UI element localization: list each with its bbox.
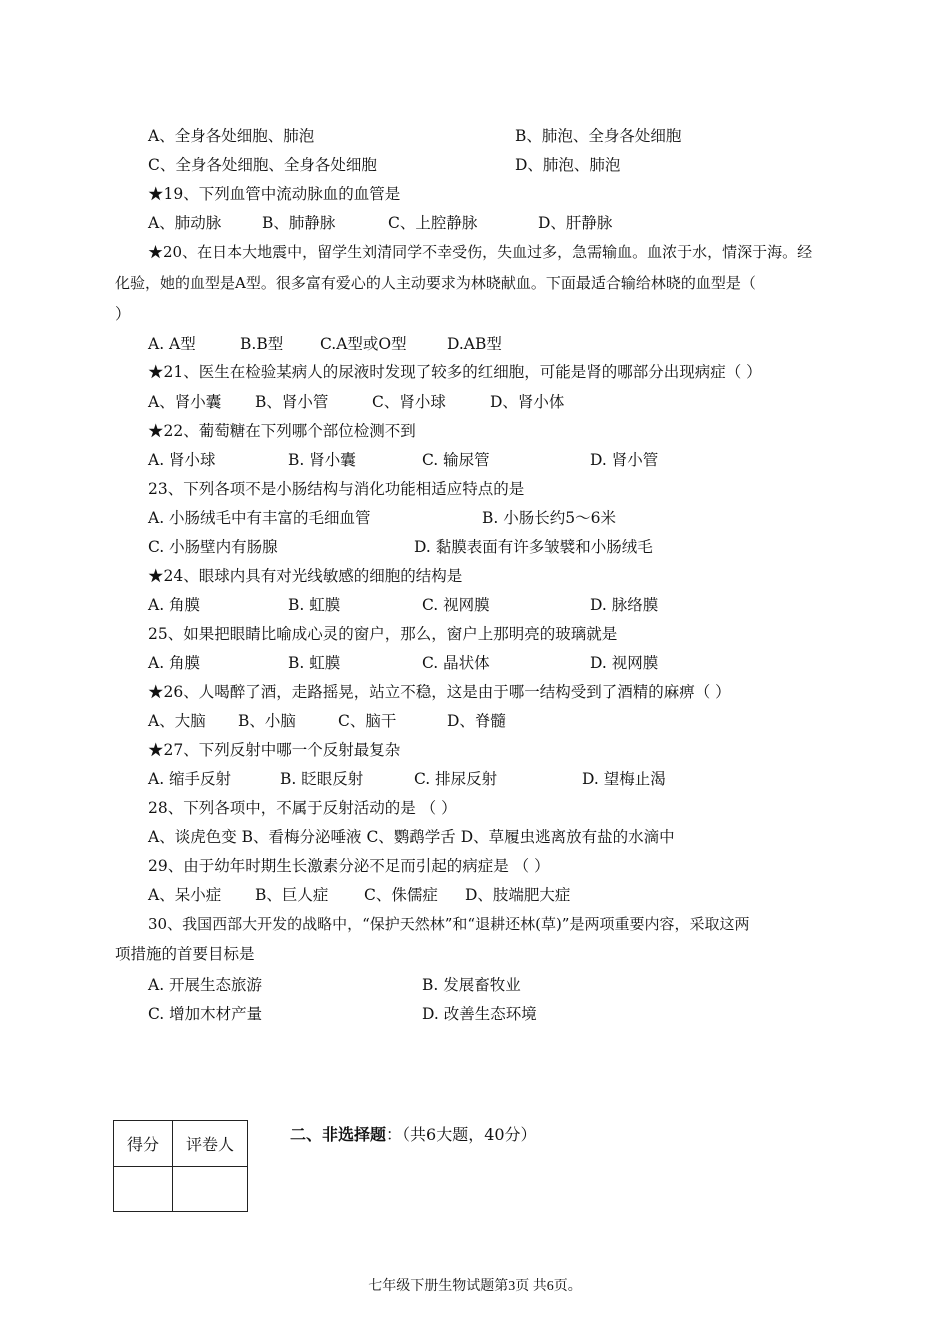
score-header: 得分 (114, 1121, 173, 1167)
q27-option-c: C. 排尿反射 (414, 770, 498, 788)
q30-option-b: B. 发展畜牧业 (422, 976, 521, 994)
q20-option-b: B.B型 (240, 335, 284, 353)
q22-option-c: C. 输尿管 (422, 451, 490, 469)
q28-stem: 28、下列各项中，不属于反射活动的是 （ ） (148, 799, 457, 817)
q22-stem: ★22、葡萄糖在下列哪个部位检测不到 (148, 422, 416, 440)
q30-option-c: C. 增加木材产量 (148, 1005, 263, 1023)
q30-option-d: D. 改善生态环境 (422, 1005, 537, 1023)
q23-stem: 23、下列各项不是小肠结构与消化功能相适应特点的是 (148, 480, 525, 498)
q19-option-d: D、肝静脉 (538, 214, 613, 232)
q23-option-d: D. 黏膜表面有许多皱襞和小肠绒毛 (414, 538, 653, 556)
q21-option-d: D、肾小体 (490, 393, 565, 411)
score-cell[interactable] (114, 1167, 173, 1212)
q21-option-a: A、肾小囊 (148, 393, 222, 411)
q26-stem: ★26、人喝醉了酒，走路摇晃，站立不稳，这是由于哪一结构受到了酒精的麻痹（ ） (148, 683, 731, 701)
q19-option-a: A、肺动脉 (148, 214, 222, 232)
q25-option-b: B. 虹膜 (288, 654, 341, 672)
section-2-heading (290, 1122, 537, 1145)
q21-option-b: B、肾小管 (255, 393, 329, 411)
q26-option-a: A、大脑 (148, 712, 206, 730)
q20-option-c: C.A型或O型 (320, 335, 407, 353)
q26-option-c: C、脑干 (338, 712, 397, 730)
section-2-title: 二、非选择题 (290, 1125, 387, 1144)
q20-option-a: A. A型 (148, 335, 196, 353)
q20-stem-line2: 化验，她的血型是A型。很多富有爱心的人主动要求为林晓献血。下面最适合输给林晓的血型是（ (115, 274, 756, 292)
score-table (113, 1120, 248, 1212)
q29-stem: 29、由于幼年时期生长激素分泌不足而引起的病症是 （ ） (148, 857, 550, 875)
q27-option-a: A. 缩手反射 (148, 770, 232, 788)
q18-option-b: B、肺泡、全身各处细胞 (515, 127, 682, 145)
q22-option-d: D. 肾小管 (590, 451, 659, 469)
q29-option-c: C、侏儒症 (364, 886, 438, 904)
section-2-detail: ：（共6大题，40分） (386, 1125, 537, 1144)
grader-cell[interactable] (173, 1167, 248, 1212)
q20-stem-line3: ） (115, 305, 131, 323)
q24-option-a: A. 角膜 (148, 596, 201, 614)
page-footer: 七年级下册生物试题第3页 共6页。 (368, 1279, 582, 1294)
q25-option-a: A. 角膜 (148, 654, 201, 672)
grader-header: 评卷人 (173, 1121, 248, 1167)
q19-stem: ★19、下列血管中流动脉血的血管是 (148, 185, 401, 203)
q30-stem-line2: 项措施的首要目标是 (115, 945, 255, 963)
q20-option-d: D.AB型 (447, 335, 502, 353)
q23-option-c: C. 小肠壁内有肠腺 (148, 538, 278, 556)
q21-stem: ★21、医生在检验某病人的尿液时发现了较多的红细胞，可能是肾的哪部分出现病症（ ） (148, 363, 762, 381)
q27-option-d: D. 望梅止渴 (582, 770, 666, 788)
q24-option-c: C. 视网膜 (422, 596, 490, 614)
q29-option-a: A、呆小症 (148, 886, 222, 904)
q29-option-d: D、肢端肥大症 (465, 886, 571, 904)
q24-option-b: B. 虹膜 (288, 596, 341, 614)
q29-option-b: B、巨人症 (255, 886, 329, 904)
q19-option-c: C、上腔静脉 (388, 214, 478, 232)
q22-option-a: A. 肾小球 (148, 451, 216, 469)
q23-option-b: B. 小肠长约5～6米 (482, 509, 616, 527)
q26-option-b: B、小脑 (238, 712, 296, 730)
q28-options: A、谈虎色变 B、看梅分泌唾液 C、鹦鹉学舌 D、草履虫逃离放有盐的水滴中 (148, 828, 675, 846)
q24-stem: ★24、眼球内具有对光线敏感的细胞的结构是 (148, 567, 463, 585)
q21-option-c: C、肾小球 (372, 393, 446, 411)
q23-option-a: A. 小肠绒毛中有丰富的毛细血管 (148, 509, 371, 527)
q25-option-c: C. 晶状体 (422, 654, 490, 672)
q27-option-b: B. 眨眼反射 (280, 770, 364, 788)
q27-stem: ★27、下列反射中哪一个反射最复杂 (148, 741, 401, 759)
q18-option-d: D、肺泡、肺泡 (515, 156, 621, 174)
q24-option-d: D. 脉络膜 (590, 596, 659, 614)
q30-stem-line1: 30、我国西部大开发的战略中，“保护天然林”和“退耕还林(草)”是两项重要内容，采取这两 (148, 915, 750, 933)
q20-stem-line1: ★20、在日本大地震中，留学生刘清同学不幸受伤，失血过多，急需输血。血浓于水，情深于海。经 (148, 243, 813, 261)
q18-option-a: A、全身各处细胞、肺泡 (148, 127, 315, 145)
q26-option-d: D、脊髓 (447, 712, 506, 730)
q18-option-c: C、全身各处细胞、全身各处细胞 (148, 156, 377, 174)
q30-option-a: A. 开展生态旅游 (148, 976, 263, 994)
q19-option-b: B、肺静脉 (262, 214, 336, 232)
q25-stem: 25、如果把眼睛比喻成心灵的窗户，那么，窗户上那明亮的玻璃就是 (148, 625, 618, 643)
q25-option-d: D. 视网膜 (590, 654, 659, 672)
q22-option-b: B. 肾小囊 (288, 451, 356, 469)
